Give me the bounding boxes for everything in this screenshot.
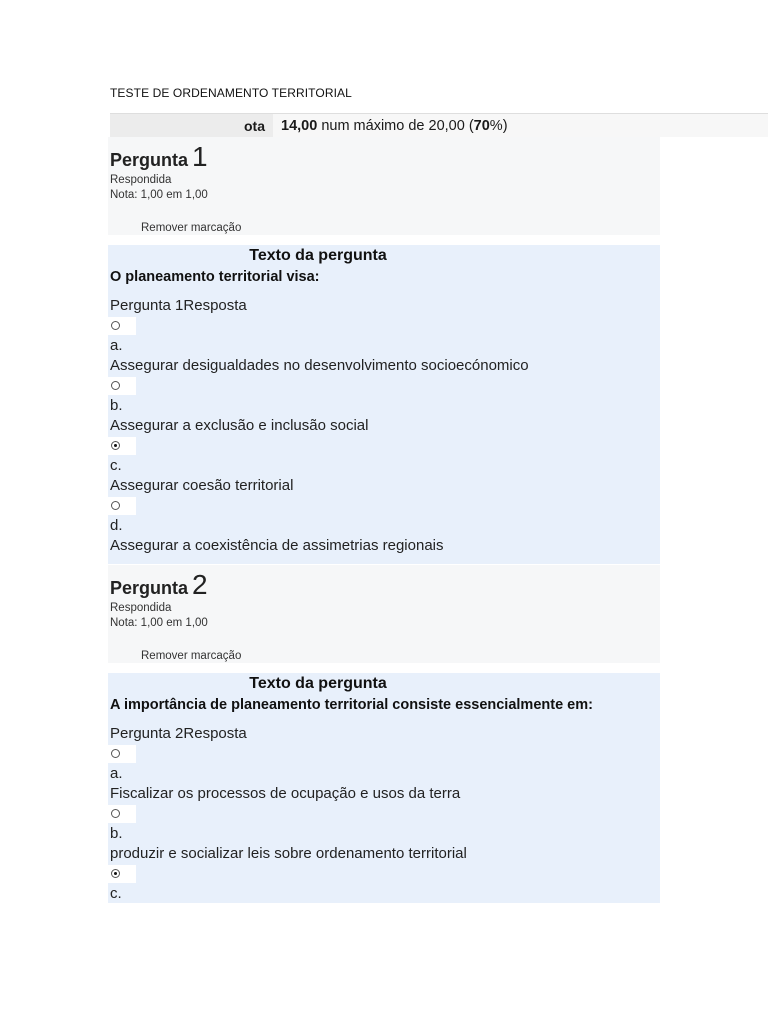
option-text: produzir e socializar leis sobre ordenamento territorial [110, 845, 467, 862]
option-text: Assegurar a exclusão e inclusão social [110, 417, 369, 434]
answer-option-a[interactable] [108, 317, 660, 377]
question-number: 1 [192, 141, 208, 172]
option-letter: c. [110, 885, 122, 902]
radio-button[interactable] [111, 321, 120, 330]
radio-container [108, 745, 136, 763]
option-text: Assegurar coesão territorial [110, 477, 294, 494]
option-text: Assegurar desigualdades no desenvolvimento socioecónomico [110, 357, 529, 374]
radio-container [108, 377, 136, 395]
option-text: Fiscalizar os processos de ocupação e usos da terra [110, 785, 461, 802]
radio-button[interactable] [111, 749, 120, 758]
radio-container [108, 317, 136, 335]
document-title: TESTE DE ORDENAMENTO TERRITORIAL [110, 86, 352, 100]
question-status: Respondida [110, 602, 172, 614]
question-grade: Nota: 1,00 em 1,00 [110, 189, 208, 201]
question-status: Respondida [110, 174, 172, 186]
grade-score: 14,00 [281, 118, 318, 134]
grade-percent-suffix: %) [489, 118, 508, 134]
radio-container [108, 437, 136, 455]
grade-percent: 70 [473, 118, 490, 134]
answer-option-b[interactable] [108, 377, 660, 437]
radio-button-selected[interactable] [111, 441, 120, 450]
option-letter: b. [110, 397, 123, 414]
grade-value [273, 114, 768, 137]
option-letter: c. [110, 457, 122, 474]
question-heading-label: Pergunta [110, 578, 189, 598]
question-text: O planeamento territorial visa: [110, 269, 320, 285]
radio-container [108, 865, 136, 883]
grade-summary-row [110, 113, 768, 137]
answer-label: Pergunta 1Resposta [110, 297, 247, 314]
question-1-heading [110, 141, 208, 173]
question-text: A importância de planeamento territorial consiste essencialmente em: [110, 697, 593, 713]
radio-button-selected[interactable] [111, 869, 120, 878]
answer-option-d[interactable] [108, 497, 660, 557]
question-2-info [108, 565, 660, 663]
answer-option-a[interactable] [108, 745, 660, 805]
answer-label: Pergunta 2Resposta [110, 725, 247, 742]
question-heading-label: Pergunta [110, 150, 189, 170]
radio-button[interactable] [111, 381, 120, 390]
question-2-heading [110, 569, 208, 601]
answer-option-b[interactable] [108, 805, 660, 865]
remove-flag-link[interactable]: Remover marcação [141, 222, 242, 234]
remove-flag-link[interactable]: Remover marcação [141, 650, 242, 662]
question-1-info [108, 137, 660, 235]
option-letter: b. [110, 825, 123, 842]
question-text-title: Texto da pergunta [249, 247, 387, 264]
grade-label: ota [110, 114, 273, 137]
grade-max-text: num máximo de 20,00 ( [317, 118, 474, 134]
question-1-content [108, 245, 660, 564]
option-letter: d. [110, 517, 123, 534]
radio-button[interactable] [111, 809, 120, 818]
question-grade: Nota: 1,00 em 1,00 [110, 617, 208, 629]
answer-option-c[interactable] [108, 865, 660, 903]
question-number: 2 [192, 569, 208, 600]
answer-option-c[interactable] [108, 437, 660, 497]
radio-container [108, 805, 136, 823]
option-letter: a. [110, 337, 123, 354]
question-2-content [108, 673, 660, 903]
radio-container [108, 497, 136, 515]
radio-button[interactable] [111, 501, 120, 510]
option-letter: a. [110, 765, 123, 782]
option-text: Assegurar a coexistência de assimetrias regionais [110, 537, 444, 554]
question-text-title: Texto da pergunta [249, 675, 387, 692]
